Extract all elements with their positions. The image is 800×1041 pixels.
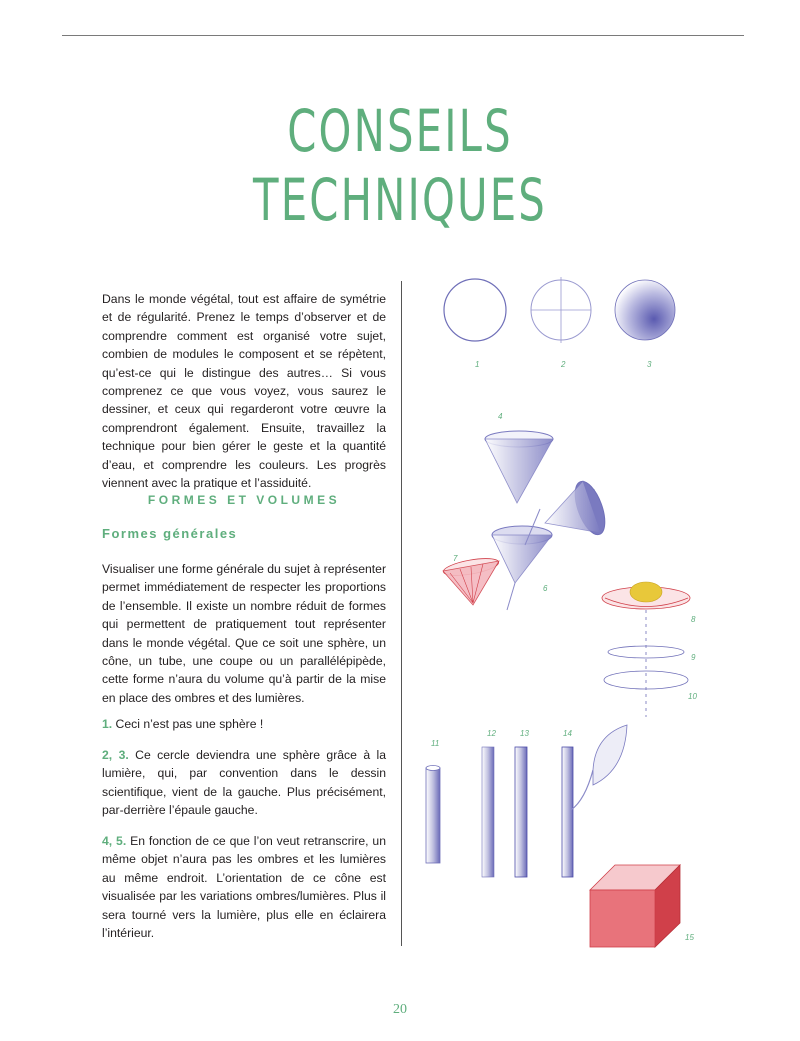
figure-label: 15	[685, 933, 694, 942]
page-title-line2: TECHNIQUES	[253, 166, 547, 234]
figure-label: 6	[543, 584, 548, 593]
figure-label: 11	[431, 739, 440, 748]
page-title-line1: CONSEILS	[287, 97, 513, 165]
figure-label: 13	[520, 729, 529, 738]
figure-label: 14	[563, 729, 572, 738]
figure-label: 12	[487, 729, 496, 738]
paragraph-number: 2, 3.	[102, 748, 129, 762]
paragraph-4-5	[102, 832, 386, 942]
daisy-sketch	[602, 582, 690, 609]
paragraph-text: Ce cercle deviendra une sphère grâce à la lumière, qui, par convention dans le dessin scientifique, vient de la gauche. Plus précisément, par-derrière l’épaule gauche.	[102, 748, 387, 818]
figure-label: 3	[647, 360, 652, 369]
paragraph-text: Ceci n’est pas une sphère !	[112, 717, 264, 731]
cube-sketch	[590, 865, 680, 947]
cone-sketch	[485, 431, 553, 503]
figure-label: 1	[475, 360, 480, 369]
subheading: Formes générales	[102, 526, 238, 541]
shape-sketches-figure	[405, 265, 725, 955]
paragraph-2-3	[102, 746, 386, 820]
figure-label: 2	[561, 360, 566, 369]
section-heading: FORMES ET VOLUMES	[147, 493, 341, 507]
tilted-cone-sketch	[545, 478, 611, 539]
figure-label: 9	[691, 653, 696, 662]
red-cup-sketch	[442, 555, 500, 605]
figure-label: 8	[691, 615, 696, 624]
cup-sketch	[492, 509, 552, 610]
stem-leaf-sketch	[562, 725, 627, 877]
top-rule	[62, 35, 744, 36]
cross-circle-sketch	[531, 277, 591, 343]
paragraph-text: En fonction de ce que l’on veut retranscrire, un même objet n’aura pas les ombres et les lumières au même endroit. L’orientation de ce cône est visualisée par les variations ombres/lumières. Plus il sera tourné vers la lumière, plus elle en éclairera l’intérieur.	[102, 834, 386, 941]
page-number: 20	[393, 1002, 407, 1017]
paragraph-number: 4, 5.	[102, 834, 127, 848]
figure-label: 10	[688, 692, 697, 701]
intro-paragraph: Dans le monde végétal, tout est affaire de symétrie et de régularité. Prenez le temps d’observer et de comprendre comment est organisé votre sujet, combien de modules le composent et se répètent, qu’est-ce qui le distingue des autres… Si vous comprenez ce que vous voyez, vous saurez le dessiner, et ceux qui regarderont votre œuvre la comprendront également. Ensuite, travaillez la technique pour bien gérer le geste et la quantité d’eau, et comprendre les couleurs. Les progrès viennent avec la pratique et l’assiduité.	[102, 292, 386, 491]
tube-sketch	[482, 747, 494, 877]
paragraph-forms: Visualiser une forme générale du sujet à représenter permet immédiatement de respecter les proportions de l’ensemble. Il existe un nombre réduit de formes qui permettent de pratiquement tout représenter dans le monde végétal. Que ce soit une sphère, un cône, un tube, une coupe ou un parallélépipède, cette forme n’aura du volume qu’à partir de la mise en place des ombres et des lumières.	[102, 562, 386, 705]
circle-sketch	[444, 279, 506, 341]
paragraph-1	[102, 715, 386, 733]
sphere-sketch	[615, 280, 675, 340]
figure-label: 4	[498, 412, 503, 421]
figure-label: 7	[453, 554, 458, 563]
tube-sketch	[426, 766, 440, 864]
paragraph-number: 1.	[102, 717, 113, 731]
column-divider	[401, 281, 402, 946]
tube-sketch	[515, 747, 527, 877]
